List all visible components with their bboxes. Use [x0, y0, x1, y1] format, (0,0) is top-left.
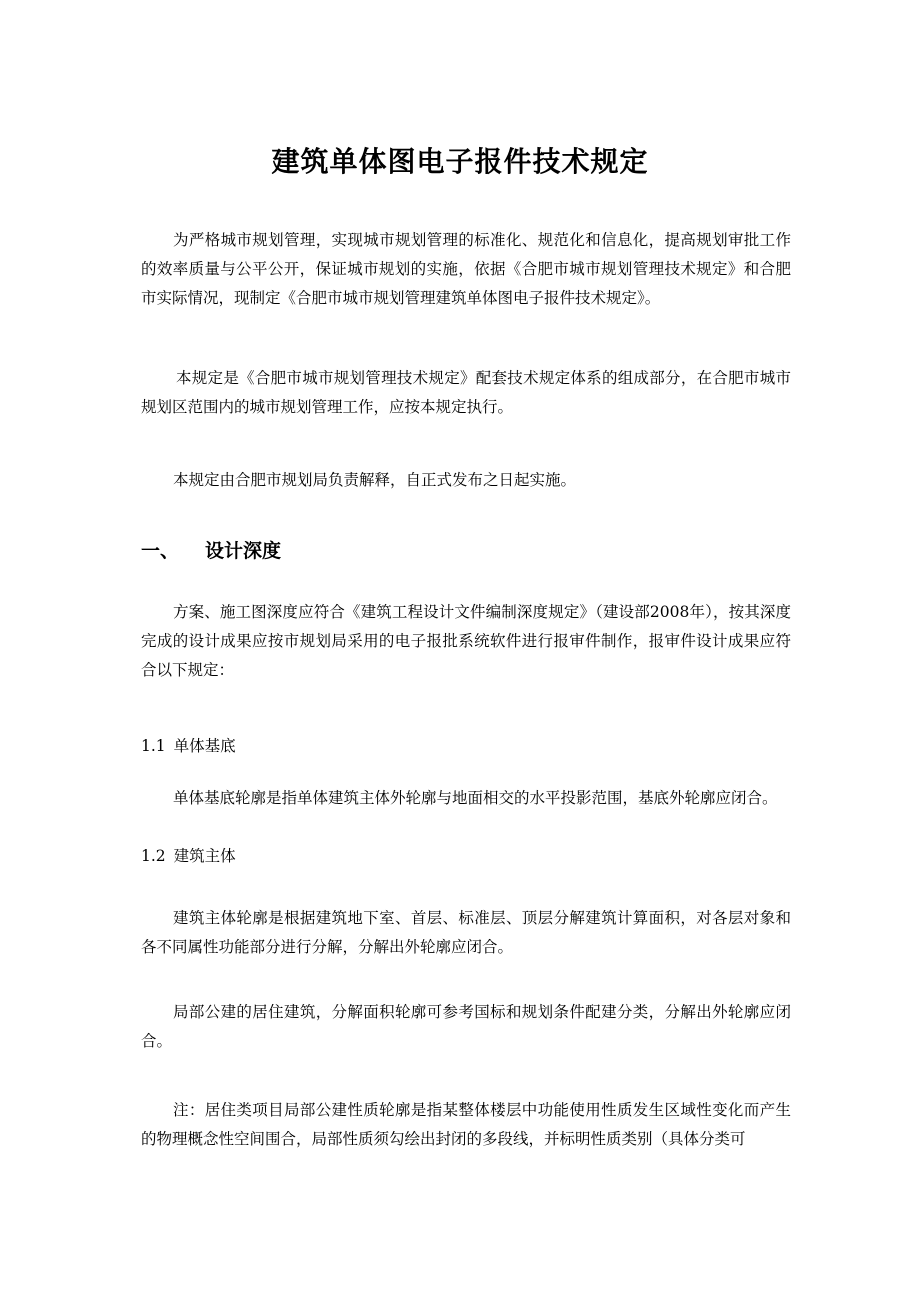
document-title: 建筑单体图电子报件技术规定	[271, 145, 649, 178]
subsection-heading-1-2	[141, 844, 236, 866]
subsection-number: 1.1	[141, 737, 166, 755]
subsection-1-2-body-1: 建筑主体轮廓是根据建筑地下室、首层、标准层、顶层分解建筑计算面积，对各层对象和各不同属性功能部分进行分解，分解出外轮廓应闭合。	[141, 909, 791, 956]
subsection-1-2-note: 注：居住类项目局部公建性质轮廓是指某整体楼层中功能使用性质发生区域性变化而产生的物理概念性空间围合，局部性质须勾绘出封闭的多段线，并标明性质类别（具体分类可	[141, 1101, 791, 1148]
subsection-title: 单体基底	[173, 737, 236, 755]
intro-paragraph-2: 本规定是《合肥市城市规划管理技术规定》配套技术规定体系的组成部分，在合肥市城市规划区范围内的城市规划管理工作，应按本规定执行。	[141, 369, 791, 416]
subsection-1-1-body: 单体基底轮廓是指单体建筑主体外轮廓与地面相交的水平投影范围，基底外轮廓应闭合。	[173, 789, 778, 807]
section-title: 设计深度	[205, 540, 282, 562]
subsection-1-2-body-2: 局部公建的居住建筑，分解面积轮廓可参考国标和规划条件配建分类，分解出外轮廓应闭合。	[141, 1003, 791, 1050]
section-number: 一、	[141, 540, 180, 562]
subsection-title: 建筑主体	[173, 847, 236, 865]
subsection-number: 1.2	[141, 847, 166, 865]
subsection-heading-1-1	[141, 734, 236, 756]
section1-body: 方案、施工图深度应符合《建筑工程设计文件编制深度规定》（建设部2008年），按其深度完成的设计成果应按市规划局采用的电子报批系统软件进行报审件制作，报审件设计成果应符合以下规定：	[141, 603, 791, 679]
section-heading-1	[141, 536, 281, 563]
intro-paragraph-3: 本规定由合肥市规划局负责解释，自正式发布之日起实施。	[173, 471, 577, 489]
intro-paragraph-1: 为严格城市规划管理，实现城市规划管理的标准化、规范化和信息化，提高规划审批工作的效率质量与公平公开，保证城市规划的实施，依据《合肥市城市规划管理技术规定》和合肥市实际情况，现制定《合肥市城市规划管理建筑单体图电子报件技术规定》。	[141, 231, 791, 307]
